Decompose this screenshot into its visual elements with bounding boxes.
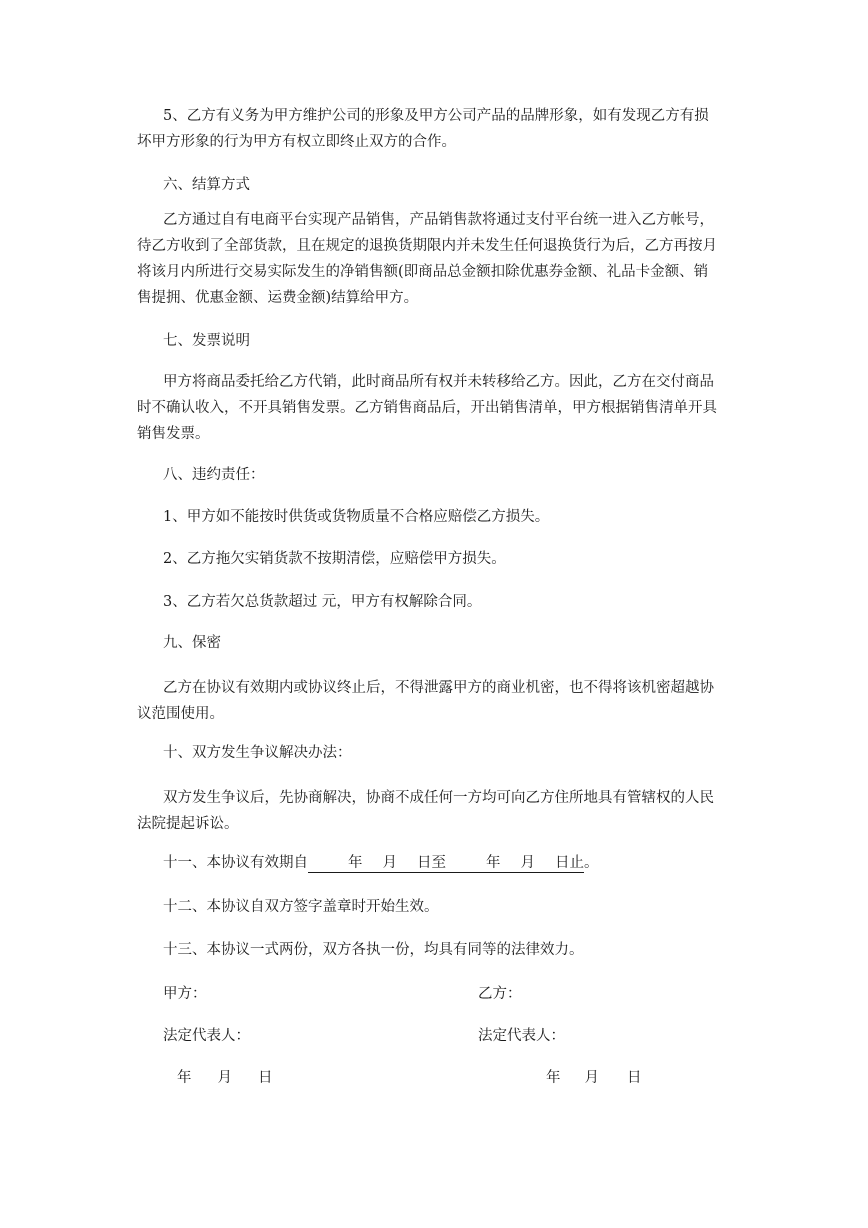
section-8-heading: 八、违约责任： [163, 467, 265, 483]
start-month-label: 月 [382, 855, 397, 871]
party-a-representative-label: 法定代表人： [163, 1028, 250, 1044]
clause-5-line-2: 坏甲方形象的行为甲方有权立即终止双方的合作。 [137, 134, 456, 150]
section-9-line-2: 议范围使用。 [137, 706, 224, 722]
section-6-line-2: 待乙方收到了全部货款，且在规定的退换货期限内并未发生任何退换货行为后，乙方再按月 [137, 238, 717, 254]
section-11-prefix: 十一、本协议有效期自 [163, 855, 308, 871]
section-11-line [163, 853, 763, 873]
section-7-line-1: 甲方将商品委托给乙方代销，此时商品所有权并未转移给乙方。因此，乙方在交付商品 [163, 374, 714, 390]
section-11-end: 。 [584, 855, 599, 871]
section-6-line-3: 将该月内所进行交易实际发生的净销售额(即商品总金额扣除优惠券金额、礼品卡金额、销 [137, 264, 709, 280]
end-day-label: 日止 [555, 855, 584, 871]
start-year-label: 年 [348, 855, 363, 871]
party-a-year: 年 [177, 1070, 192, 1086]
section-12-text: 十二、本协议自双方签字盖章时开始生效。 [163, 899, 439, 915]
validity-date-blank [308, 855, 584, 873]
section-6-heading: 六、结算方式 [163, 177, 250, 193]
party-b-year: 年 [546, 1070, 561, 1086]
party-b-month: 月 [584, 1070, 599, 1086]
section-10-line-1: 双方发生争议后，先协商解决，协商不成任何一方均可向乙方住所地具有管辖权的人民 [163, 790, 714, 806]
section-10-line-2: 法院提起诉讼。 [137, 816, 239, 832]
section-7-heading: 七、发票说明 [163, 333, 250, 349]
section-8-item-2: 2、乙方拖欠实销货款不按期清偿，应赔偿甲方损失。 [163, 551, 506, 567]
section-10-heading: 十、双方发生争议解决办法： [163, 745, 352, 761]
section-7-line-3: 销售发票。 [137, 426, 210, 442]
section-6-line-4: 售提拥、优惠金额、运费金额)结算给甲方。 [137, 290, 419, 306]
section-13-text: 十三、本协议一式两份，双方各执一份，均具有同等的法律效力。 [163, 942, 584, 958]
party-a-label: 甲方： [163, 986, 207, 1002]
section-8-item-1: 1、甲方如不能按时供货或货物质量不合格应赔偿乙方损失。 [163, 509, 550, 525]
party-b-day: 日 [627, 1070, 642, 1086]
clause-5-line-1: 5、乙方有义务为甲方维护公司的形象及甲方公司产品的品牌形象，如有发现乙方有损 [163, 108, 709, 124]
section-9-line-1: 乙方在协议有效期内或协议终止后，不得泄露甲方的商业机密，也不得将该机密超越协 [163, 680, 714, 696]
section-9-heading: 九、保密 [163, 635, 221, 651]
party-b-representative-label: 法定代表人： [478, 1028, 565, 1044]
section-7-line-2: 时不确认收入，不开具销售发票。乙方销售商品后，开出销售清单，甲方根据销售清单开具 [137, 400, 717, 416]
party-b-label: 乙方： [478, 986, 522, 1002]
start-day-label: 日至 [417, 855, 446, 871]
end-month-label: 月 [520, 855, 535, 871]
party-b-date [546, 1068, 642, 1088]
party-a-day: 日 [258, 1070, 273, 1086]
section-8-item-3: 3、乙方若欠总货款超过 元，甲方有权解除合同。 [163, 594, 482, 610]
party-a-month: 月 [217, 1070, 232, 1086]
section-6-line-1: 乙方通过自有电商平台实现产品销售，产品销售款将通过支付平台统一进入乙方帐号， [163, 212, 714, 228]
party-a-date [177, 1068, 273, 1088]
end-year-label: 年 [486, 855, 501, 871]
